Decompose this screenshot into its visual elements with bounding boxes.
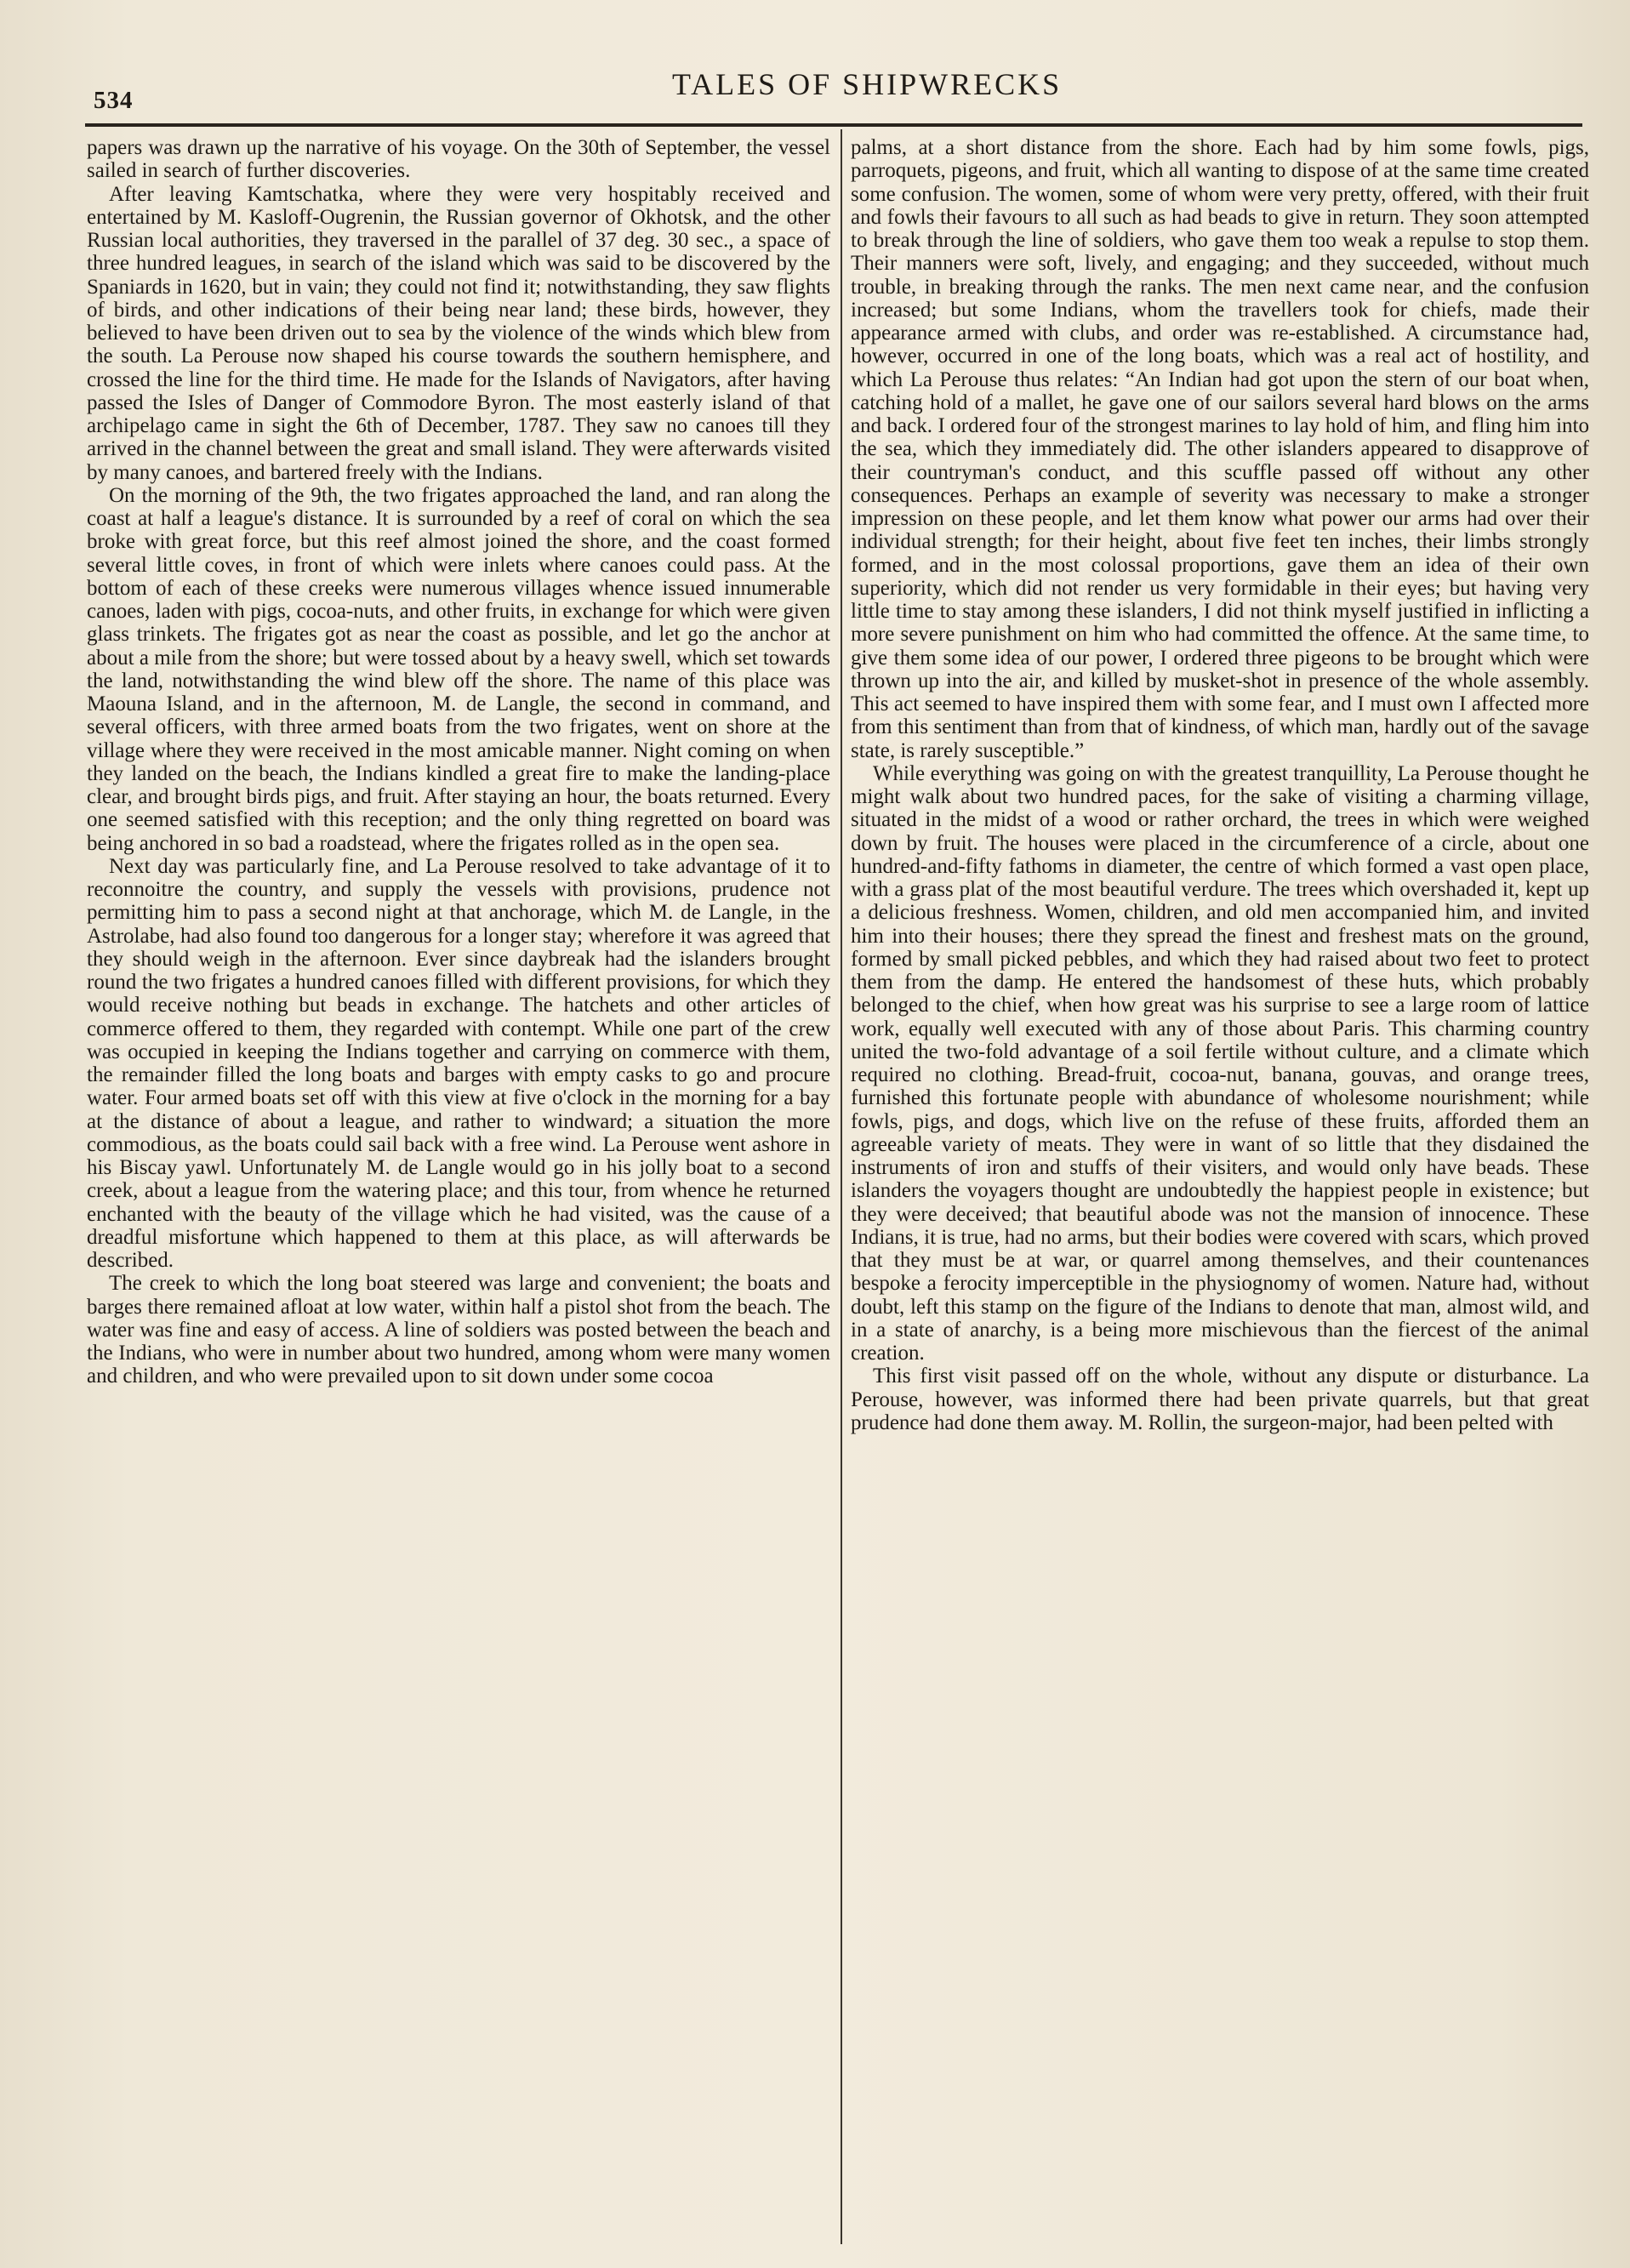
right-text-column — [851, 136, 1589, 2241]
left-text-column — [87, 136, 830, 2241]
right-paragraph-2: While everything was going on with the greatest tranquillity, La Perouse thought he might walk about two hundred paces, for the sake of visiting a charming village, situated in the midst of a wood or rather orchard, the trees in which were weighed down by fruit. The houses were placed in the circumference of a circle, about one hundred-and-fifty fathoms in diameter, the centre of which formed a vast open place, with a grass plat of the most beautiful verdure. The trees which overshaded it, kept up a delicious freshness. Women, children, and old men accompanied him, and invited him into their houses; there they spread the finest and freshest mats on the ground, formed by small picked pebbles, and which they had raised about two feet to protect them from the damp. He entered the handsomest of these huts, which probably belonged to the chief, when how great was his surprise to see a large room of lattice work, equally well executed with any of those about Paris. This charming country united the two-fold advantage of a soil fertile without culture, and a climate which required no clothing. Bread-fruit, cocoa-nut, banana, gouvas, and orange trees, furnished this fortunate people with abundance of wholesome nourishment; while fowls, pigs, and dogs, which live on the refuse of these fruits, afforded them an agreeable variety of meats. They were in want of so little that they disdained the instruments of iron and stuffs of their visiters, and would only have beads. These islanders the voyagers thought are undoubtedly the happiest people in existence; but they were deceived; that beautiful abode was not the mansion of innocence. These Indians, it is true, had no arms, but their bodies were covered with scars, which proved that they must be at war, or quarrel among themselves, and their countenances bespoke a ferocity imperceptible in the physiognomy of women. Nature had, without doubt, left this stamp on the figure of the Indians to denote that man, almost wild, and in a state of anarchy, is a being more mischievous than the fiercest of the animal creation. — [851, 761, 1589, 1365]
column-divider — [841, 129, 842, 2244]
running-title: TALES OF SHIPWRECKS — [672, 67, 1063, 101]
page-number: 534 — [94, 87, 134, 114]
left-paragraph-3: On the morning of the 9th, the two frigates approached the land, and ran along the coast at half a league's distance. It is surrounded by a reef of coral on which the sea broke with great force, but this reef almost joined the shore, and the coast formed several little coves, in front of which were inlets where canoes could pass. At the bottom of each of these creeks were numerous villages whence issued innumerable canoes, laden with pigs, cocoa-nuts, and other fruits, in exchange for which were given glass trinkets. The frigates got as near the coast as possible, and let go the anchor at about a mile from the shore; but were tossed about by a heavy swell, which set towards the land, notwithstanding the wind blew off the shore. The name of this place was Maouna Island, and in the afternoon, M. de Langle, the second in command, and several officers, with three armed boats from the two frigates, went on shore at the village where they were received in the most amicable manner. Night coming on when they landed on the beach, the Indians kindled a great fire to make the landing-place clear, and brought birds pigs, and fruit. After staying an hour, the boats returned. Every one seemed satisfied with this reception; and the only thing regretted on board was being anchored in so bad a roadstead, where the frigates rolled as in the open sea. — [87, 483, 830, 855]
right-paragraph-1: palms, at a short distance from the shore. Each had by him some fowls, pigs, parroquets, pigeons, and fruit, which all wanting to dispose of at the same time created some confusion. The women, some of whom were very pretty, offered, with their fruit and fowls their favours to all such as had beads to give in return. They soon attempted to break through the line of soldiers, who gave them too weak a repulse to stop them. Their manners were soft, lively, and engaging; and they succeeded, without much trouble, in breaking through the ranks. The men next came near, and the confusion increased; but some Indians, whom the travellers took for chiefs, made their appearance armed with clubs, and order was re-established. A circumstance had, however, occurred in one of the long boats, which was a real act of hostility, and which La Perouse thus relates: “An Indian had got upon the stern of our boat when, catching hold of a mallet, he gave one of our sailors several hard blows on the arms and back. I ordered four of the strongest marines to lay hold of him, and fling him into the sea, which they immediately did. The other islanders appeared to disapprove of their countryman's conduct, and this scuffle passed off without any other consequences. Perhaps an example of severity was necessary to make a stronger impression on these people, and let them know what power our arms had over their individual strength; for their height, about five feet ten inches, their limbs strongly formed, and in the most colossal proportions, gave them an idea of their own superiority, which did not render us very formidable in their eyes; but having very little time to stay among these islanders, I did not think myself justified in inflicting a more severe punishment on him who had committed the offence. At the same time, to give them some idea of our power, I ordered three pigeons to be brought which were thrown up into the air, and killed by musket-shot in presence of the whole assembly. This act seemed to have inspired them with some fear, and I must own I affected more from this sentiment than from that of kindness, of which man, hardly out of the savage state, is rarely susceptible.” — [851, 136, 1589, 762]
left-paragraph-1: papers was drawn up the narrative of his voyage. On the 30th of September, the vessel sailed in search of further discoveries. — [87, 136, 830, 183]
left-paragraph-2: After leaving Kamtschatka, where they were very hospitably received and entertained by M. Kasloff-Ougrenin, the Russian governor of Okhotsk, and the other Russian local authorities, they traversed in the parallel of 37 deg. 30 sec., a space of three hundred leagues, in search of the island which was said to be discovered by the Spaniards in 1620, but in vain; they could not find it; notwithstanding, they saw flights of birds, and other indications of their being near land; these birds, however, they believed to have been driven out to sea by the violence of the winds which blew from the south. La Perouse now shaped his course towards the southern hemisphere, and crossed the line for the third time. He made for the Islands of Navigators, after having passed the Isles of Danger of Commodore Byron. The most easterly island of that archipelago came in sight the 6th of December, 1787. They saw no canoes till they arrived in the channel between the great and small island. They were afterwards visited by many canoes, and bartered freely with the Indians. — [87, 182, 830, 484]
page-header — [85, 61, 1582, 124]
right-paragraph-3: This first visit passed off on the whole, without any dispute or disturbance. La Perouse, however, was informed there had been private quarrels, but that great prudence had done them away. M. Rollin, the surgeon-major, had been pelted with — [851, 1365, 1589, 1434]
left-paragraph-4: Next day was particularly fine, and La Perouse resolved to take advantage of it to reconnoitre the country, and supply the vessels with provisions, prudence not permitting him to pass a second night at that anchorage, which M. de Langle, in the Astrolabe, had also found too dangerous for a longer stay; wherefore it was agreed that they should weigh in the afternoon. Ever since daybreak had the islanders brought round the two frigates a hundred canoes filled with different provisions, for which they would receive nothing but beads in exchange. The hatchets and other articles of commerce offered to them, they regarded with contempt. While one part of the crew was occupied in keeping the Indians together and carrying on commerce with them, the remainder filled the long boats and barges with empty casks to go and procure water. Four armed boats set off with this view at five o'clock in the morning for a bay at the distance of about a league, and rather to windward; a situation the more commodious, as the boats could sail back with a free wind. La Perouse went ashore in his Biscay yawl. Unfortunately M. de Langle would go in his jolly boat to a second creek, about a league from the watering place; and this tour, from whence he returned enchanted with the beauty of the village which he had visited, was the cause of a dreadful misfortune which happened to them at this place, as will afterwards be described. — [87, 854, 830, 1272]
header-rule — [85, 123, 1582, 127]
left-paragraph-5: The creek to which the long boat steered was large and convenient; the boats and barges there remained afloat at low water, within half a pistol shot from the beach. The water was fine and easy of access. A line of soldiers was posted between the beach and the Indians, who were in number about two hundred, among whom were many women and children, and who were prevailed upon to sit down under some cocoa — [87, 1272, 830, 1388]
